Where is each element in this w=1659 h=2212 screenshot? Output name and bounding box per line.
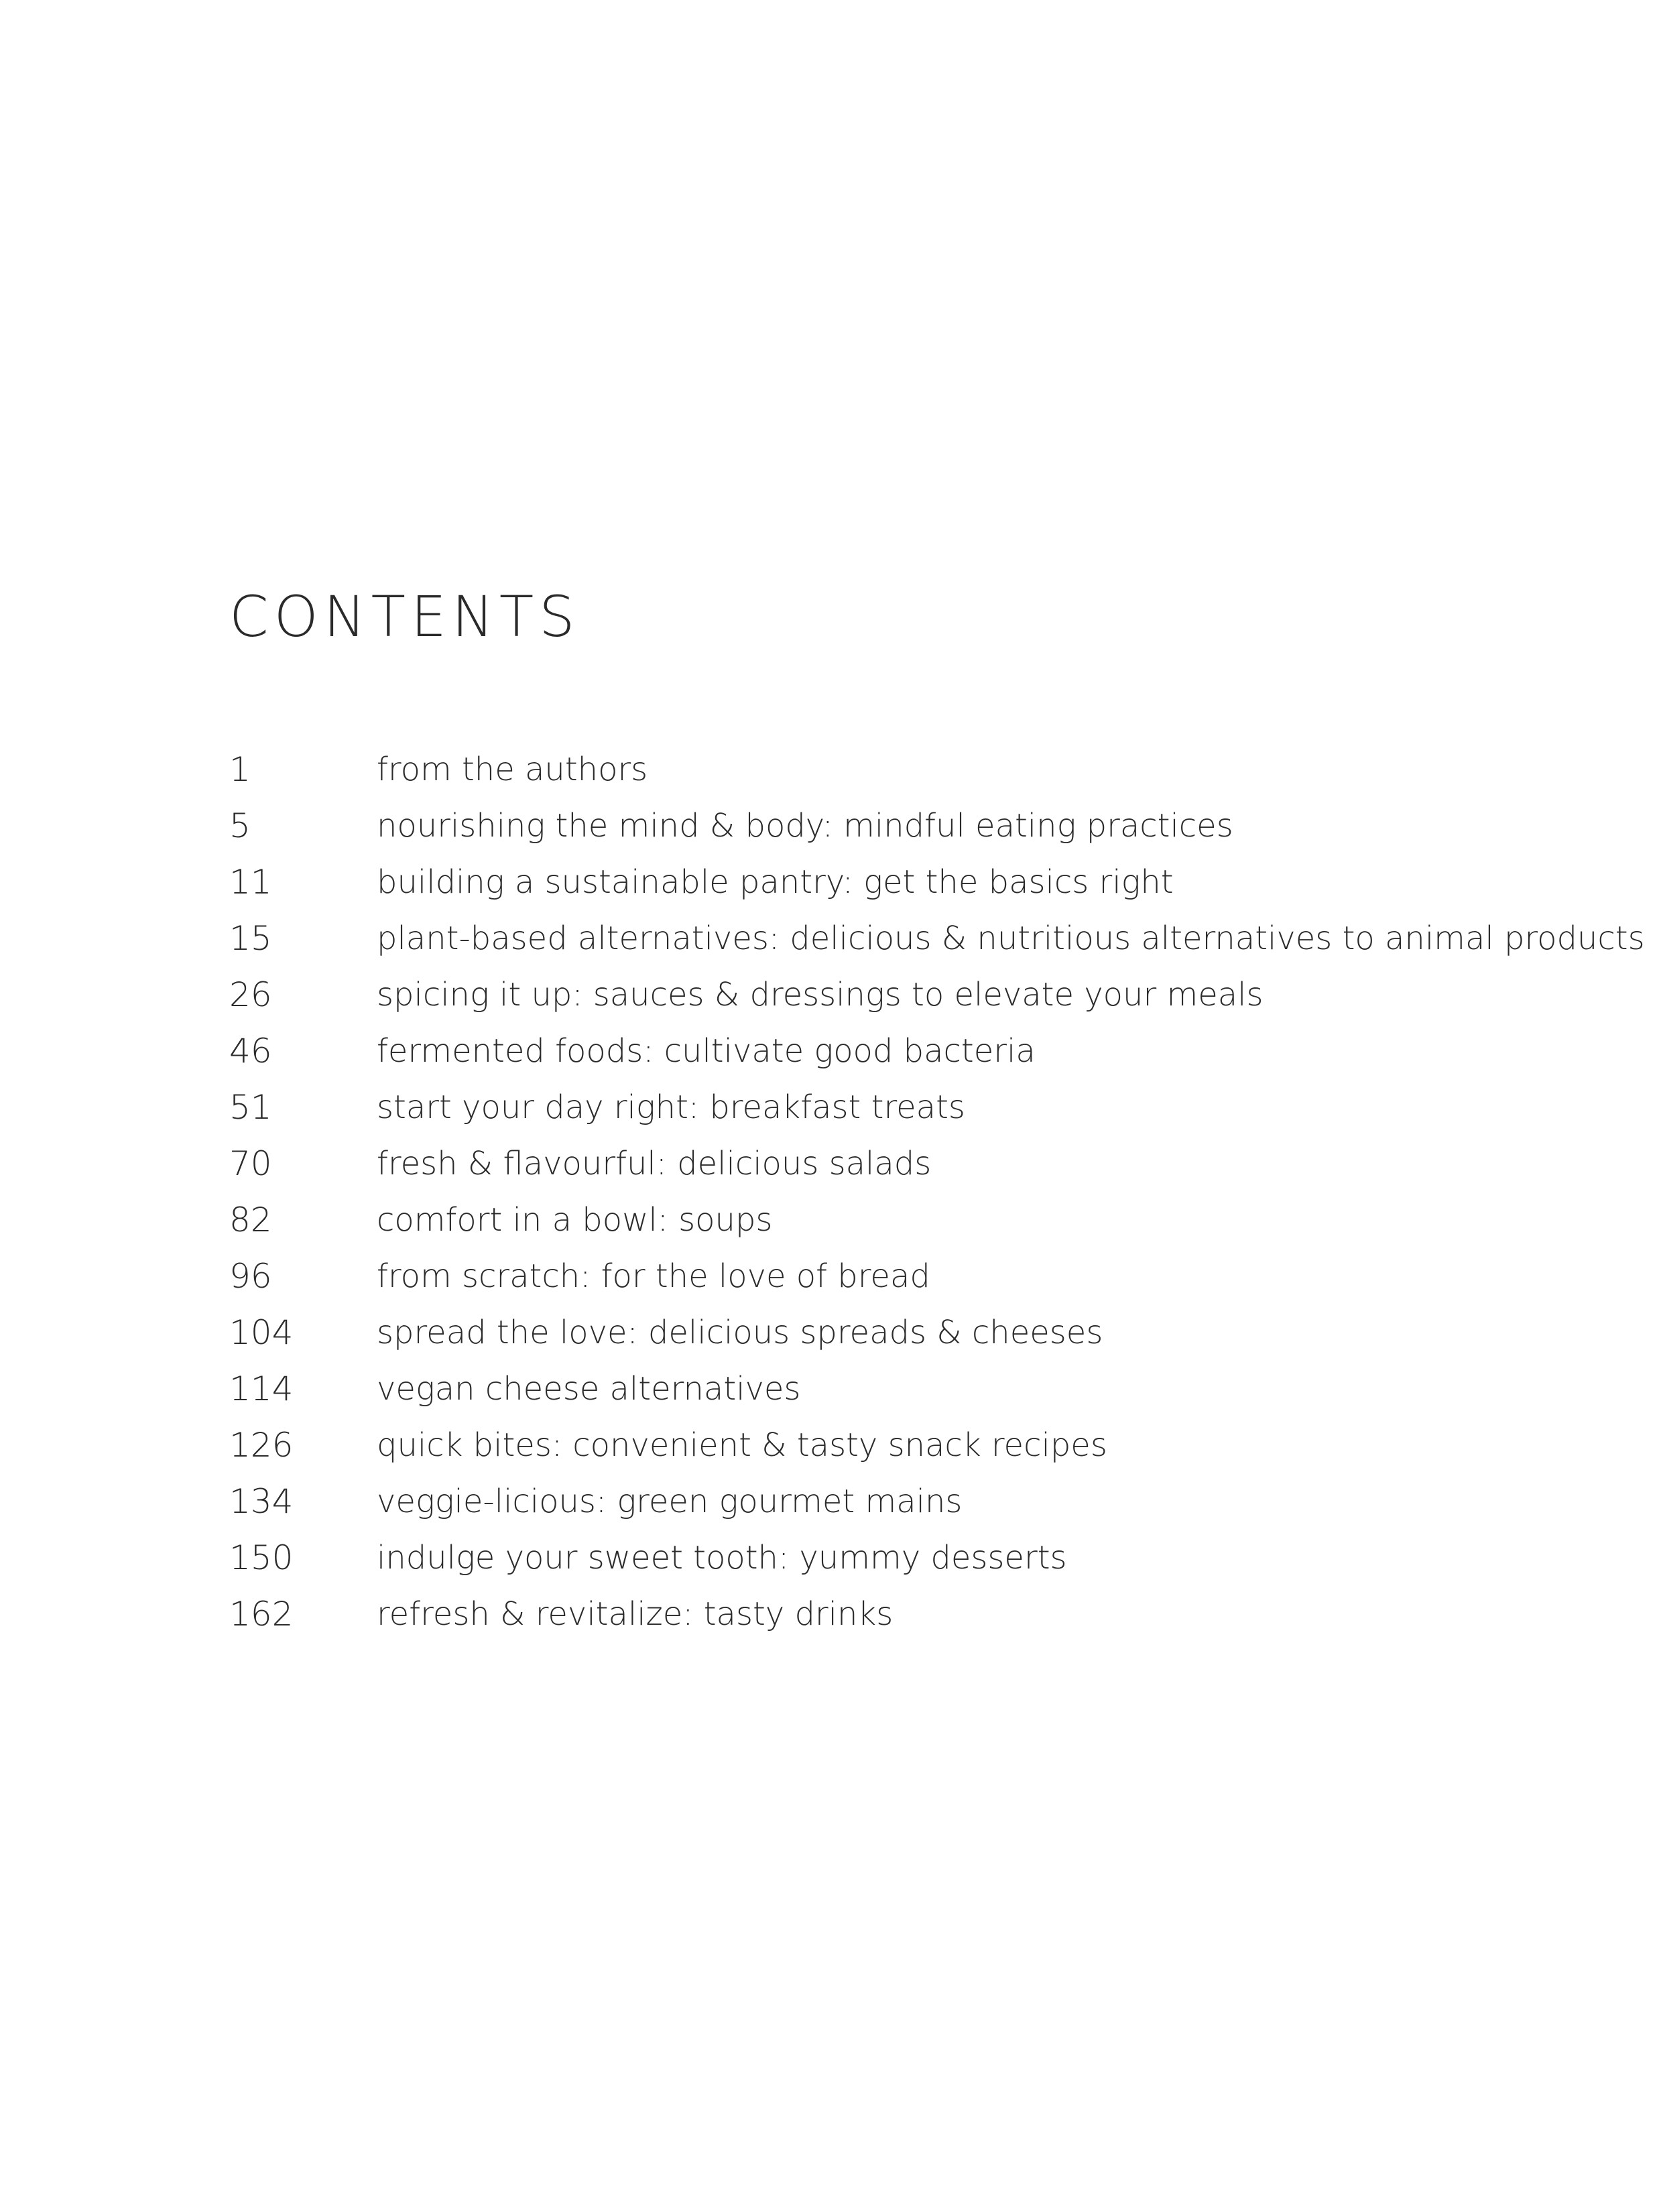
toc-page-number: 126 (229, 1426, 294, 1465)
toc-entry-title: spicing it up: sauces & dressings to elevate your meals (377, 976, 1264, 1013)
toc-entry[interactable] (229, 967, 1570, 1023)
toc-entry-title: refresh & revitalize: tasty drinks (377, 1595, 894, 1633)
toc-page-number: 134 (229, 1482, 294, 1521)
toc-entry-title: nourishing the mind & body: mindful eating practices (377, 807, 1233, 845)
toc-entry[interactable] (229, 1361, 1570, 1417)
toc-page-number: 1 (229, 750, 251, 789)
toc-entry-title: comfort in a bowl: soups (377, 1201, 773, 1239)
toc-entry-title: vegan cheese alternatives (377, 1370, 801, 1408)
toc-entry[interactable] (229, 1248, 1570, 1304)
table-of-contents (229, 741, 1645, 1642)
toc-entry[interactable] (229, 1417, 1570, 1473)
toc-entry-title: plant-based alternatives: delicious & nutritious alternatives to animal products (377, 920, 1645, 957)
toc-page-number: 5 (229, 806, 251, 845)
toc-entry[interactable] (229, 854, 1570, 910)
toc-entry[interactable] (229, 798, 1570, 854)
toc-entry[interactable] (229, 1530, 1570, 1586)
toc-entry-title: spread the love: delicious spreads & cheeses (377, 1314, 1103, 1351)
toc-page-number: 162 (229, 1595, 294, 1634)
toc-entry-title: fermented foods: cultivate good bacteria (377, 1032, 1036, 1070)
toc-entry[interactable] (229, 1023, 1570, 1079)
toc-entry[interactable] (229, 1304, 1570, 1361)
toc-page-number: 15 (229, 919, 272, 958)
toc-entry-title: fresh & flavourful: delicious salads (377, 1145, 932, 1182)
toc-page-number: 114 (229, 1369, 294, 1408)
toc-page-number: 104 (229, 1313, 294, 1352)
toc-entry[interactable] (229, 1135, 1570, 1192)
toc-entry[interactable] (229, 1586, 1570, 1642)
toc-entry[interactable] (229, 741, 1570, 798)
toc-page-number: 150 (229, 1538, 294, 1577)
toc-page-number: 82 (229, 1201, 272, 1239)
contents-heading: CONTENTS (229, 584, 580, 650)
toc-entry-title: start your day right: breakfast treats (377, 1089, 965, 1126)
toc-entry-title: indulge your sweet tooth: yummy desserts (377, 1539, 1067, 1577)
toc-entry[interactable] (229, 910, 1645, 967)
toc-page-number: 70 (229, 1144, 272, 1183)
toc-entry-title: building a sustainable pantry: get the basics right (377, 863, 1174, 901)
toc-entry-title: from the authors (377, 751, 648, 788)
toc-entry-title: veggie-licious: green gourmet mains (377, 1483, 963, 1520)
toc-entry[interactable] (229, 1079, 1570, 1135)
toc-page-number: 11 (229, 863, 272, 902)
toc-entry[interactable] (229, 1473, 1570, 1530)
toc-page-number: 26 (229, 975, 272, 1014)
toc-page-number: 46 (229, 1032, 272, 1070)
toc-page-number: 96 (229, 1257, 272, 1296)
toc-page-number: 51 (229, 1088, 272, 1127)
toc-entry-title: from scratch: for the love of bread (377, 1257, 930, 1295)
toc-entry[interactable] (229, 1192, 1570, 1248)
toc-entry-title: quick bites: convenient & tasty snack recipes (377, 1426, 1107, 1464)
